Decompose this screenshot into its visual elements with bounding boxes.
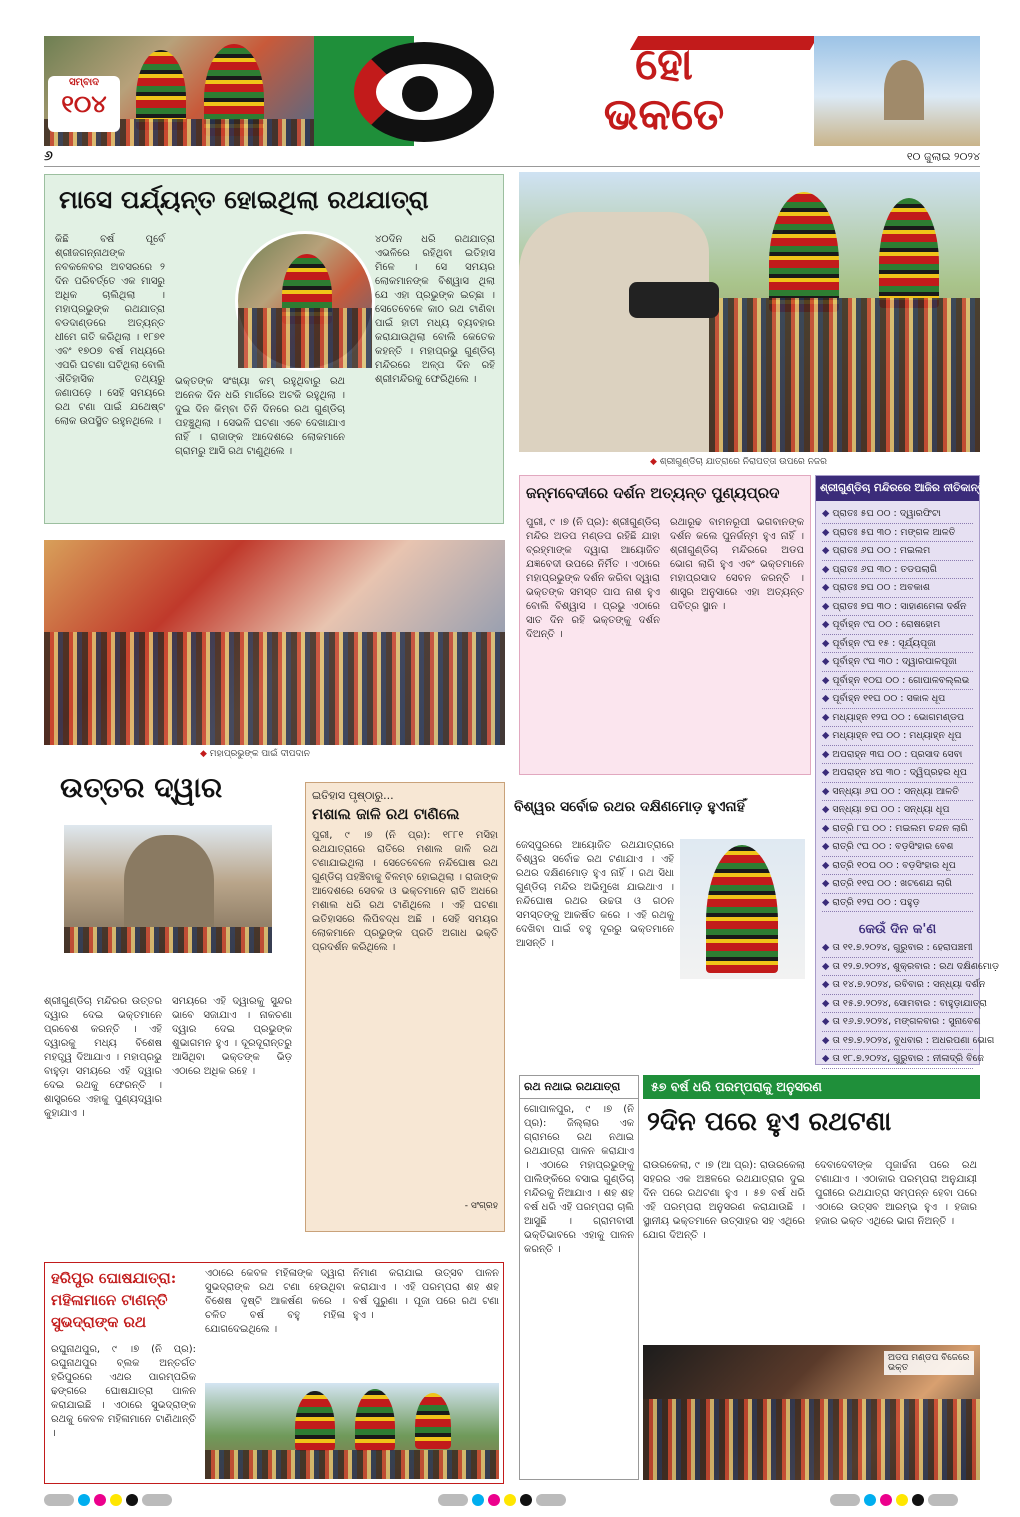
mashala-kicker: ଇତିହାସ ପୃଷ୍ଠାରୁ... [312, 789, 394, 802]
two-days-article [643, 1075, 980, 1480]
mashala-headline: ମଶାଲ ଜାଳି ରଥ ଟାଣିଲେ [312, 805, 460, 823]
niti-sidebar [815, 475, 1000, 1065]
lead-body-col2: ଭକ୍ତଙ୍କ ସଂଖ୍ୟା କମ୍ ରହୁଥିବାରୁ ରଥ ଅନେକ ଦିନ ଧରି ମାର୍ଗରେ ଅଟକି ରହୁଥିଲା । ଦୁଇ ଦିନ କିମ୍ବା ତିନି ଦିନରେ ରଥ ଗୁଣ୍ଡିଚା ପହଞ୍ଚୁଥିଲା । ସେଭଳି ଘଟଣା ଏବେ ଦେଖାଯାଏ ନାହିଁ । ରାଜାଙ୍କ ଆଦେଶରେ ଲୋକମାନେ ଗ୍ରାମରୁ ଆସି ରଥ ଟାଣୁଥିଲେ । [175, 376, 345, 457]
masthead-logo [48, 76, 120, 132]
two-days-banner: ୫୭ ବର୍ଷ ଧରି ପରମ୍ପରାକୁ ଅନୁସରଣ [643, 1075, 980, 1099]
niti-item: ◆ ଅପରାହ୍ନ ୪ଘ ୩୦ : ଦ୍ୱିପ୍ରହର ଧୂପ [822, 764, 973, 783]
uttara-temple-photo [64, 825, 272, 953]
hariharpur-headline-3: ସୁଭଦ୍ରାଙ୍କ ରଥ [51, 1313, 147, 1331]
security-photo-caption: ◆ ଶ୍ରୀଗୁଣ୍ଡିଚା ଯାତ୍ରାରେ ନିରାପତ୍ତା ଉପରେ ନଜର [650, 457, 970, 467]
hariharpur-body-col1: ରଘୁନାଥପୁର, ୯ ।୭ (ନି ପ୍ର): ରଘୁନାଥପୁର ବ୍ଲକ ଅନ୍ତର୍ଗତ ହରିପୁରରେ ଏଥର ପାରମ୍ପରିକ ଢଙ୍ଗରେ ଘୋଷଯାତ୍ରା ପାଳନ କରାଯାଇଛି । ଏଠାରେ ସୁଭଦ୍ରାଙ୍କ ରଥକୁ କେବଳ ମହିଳାମାନେ ଟାଣିଥାନ୍ତି । [51, 1344, 196, 1439]
niti-item: ◆ ପ୍ରାତଃ ୫ଘ ୦୦ : ଦ୍ୱାରଫିଟା [822, 505, 973, 524]
niti-item: ◆ ସନ୍ଧ୍ୟା ୭ଘ ୦୦ : ସନ୍ଧ୍ୟା ଧୂପ [822, 801, 973, 820]
niti-item: ◆ ପ୍ରାତଃ ୭ଘ ୩୦ : ସାହାଣମେଳା ଦର୍ଶନ [822, 598, 973, 617]
hariharpur-article [44, 1262, 504, 1484]
lead-headline: ମାସେ ପର୍ଯ୍ୟନ୍ତ ହୋଇଥିଲା ରଥଯାତ୍ରା [59, 185, 429, 214]
niti-item: ◆ ପୂର୍ବାହ୍ନ ୯ଘ ୦୦ : ରୋଷହୋମ [822, 616, 973, 635]
schedule-list [816, 937, 1000, 1071]
niti-item: ◆ ପୂର୍ବାହ୍ନ ୧୧ଘ ୦୦ : ସକାଳ ଧୂପ [822, 690, 973, 709]
niti-item: ◆ ପୂର୍ବାହ୍ନ ୯ଘ ୧୫ : ସୂର୍ଯ୍ୟପୂଜା [822, 635, 973, 654]
niti-item: ◆ ରାତ୍ରି ୯ଘ ୦୦ : ବଡ଼ସିଂହାର ବେଶ [822, 838, 973, 857]
two-days-body-col2: ଦେବାଦେବୀଙ୍କ ପୂଜାର୍ଚ୍ଚନା ପରେ ରଥ ଟଣାଯାଏ । ଏଠାକାର ପରମ୍ପରା ଅନୁଯାୟୀ ପୁରୀରେ ରଥଯାତ୍ରା ସମ୍ପନ୍ନ ହେବା ପରେ ଏଠାରେ ଉତ୍ସବ ଆରମ୍ଭ ହୁଏ । ହଜାର ହଜାର ଭକ୍ତ ଏଥିରେ ଭାଗ ନିଅନ୍ତି । [815, 1160, 977, 1227]
pilgrim-photo [44, 540, 505, 745]
masthead-right-photo [814, 36, 980, 146]
uttara-body-col1: ଶ୍ରୀଗୁଣ୍ଡିଚା ମନ୍ଦିରର ଉତ୍ତର ଦ୍ୱାର ଦେଇ ଭକ୍ତମାନେ ପ୍ରବେଶ କରନ୍ତି । ଏହି ଦ୍ୱାରକୁ ମଧ୍ୟ ବିଶେଷ ମହତ୍ତ୍ୱ ଦିଆଯାଏ । ମହାପ୍ରଭୁ ବାହୁଡ଼ା ସମୟରେ ଏହି ଦ୍ୱାର ଦେଇ ରଥକୁ ଫେରନ୍ତି । ଶାସ୍ତ୍ରରେ ଏହାକୁ ପୁଣ୍ୟଦ୍ୱାର କୁହାଯାଏ । [44, 996, 162, 1119]
schedule-item: ◆ ତା ୧୫.୭.୨୦୨୪, ସୋମବାର : ବାହୁଡ଼ାଯାତ୍ରା [822, 995, 973, 1014]
title-line-1: ହୋ [635, 39, 693, 90]
schedule-item: ◆ ତା ୧୨.୭.୨୦୨୪, ଶୁକ୍ରବାର : ରଥ ଦକ୍ଷିଣମୋଡ଼ [822, 958, 973, 977]
niti-item: ◆ ପୂର୍ବାହ୍ନ ୯ଘ ୩୦ : ଦ୍ୱାରପାଳପୂଜା [822, 653, 973, 672]
sidebar-list [816, 501, 979, 916]
logo-top-text: ସମ୍ବାଦ [69, 77, 99, 88]
schedule-title: କେଉଁ ଦିନ କ'ଣ [858, 922, 937, 937]
sidebar-title: ଶ୍ରୀଗୁଣ୍ଡିଚା ମନ୍ଦିରରେ ଆଜିର ନୀତିକାନ୍ତି [816, 476, 979, 501]
niti-item: ◆ ରାତ୍ରି ୧୨ଘ ୦୦ : ପହୁଡ଼ [822, 894, 973, 913]
niti-item: ◆ ରାତ୍ରି ୧୦ଘ ୦୦ : ବଡ଼ସିଂହାର ଧୂପ [822, 857, 973, 876]
lead-body-col1: କିଛି ବର୍ଷ ପୂର୍ବେ ଶ୍ରୀଜଗନ୍ନାଥଙ୍କ ନବକଳେବର ଅବସରରେ ୨ ଦିନ ପରିବର୍ତ୍ତେ ଏକ ମାସରୁ ଅଧିକ ଚାଲିଥିଲା । ମହାପ୍ରଭୁଙ୍କ ରଥଯାତ୍ରା ବଡଦାଣ୍ଡରେ ଅତ୍ୟନ୍ତ ଧୀମେ ଗତି କରିଥିଲା । ୧୮୭୧ ଏବଂ ୧୭୦୭ ବର୍ଷ ମଧ୍ୟରେ ଏପରି ଘଟଣା ଘଟିଥିଲା ବୋଲି ଐତିହାସିକ ତଥ୍ୟରୁ ଜଣାପଡ଼େ । ସେହି ସମୟରେ ରଥ ଟଣା ପାଇଁ ଯଥେଷ୍ଟ ଲୋକ ଉପସ୍ଥିତ ରହୁନଥିଲେ । [55, 234, 165, 427]
lead-body-col3: ୪୦ଦିନ ଧରି ରଥଯାତ୍ରା ଏଭଳିରେ ରହିଥିବା ଇତିହାସ ମିଳେ । ସେ ସମୟର ଲୋକମାନଙ୍କ ବିଶ୍ୱାସ ଥିଲା ଯେ ଏହା ପ୍ରଭୁଙ୍କ ଇଚ୍ଛା । ସେତେବେଳେ କାଠ ରଥ ଟାଣିବା ପାଇଁ ହାତୀ ମଧ୍ୟ ବ୍ୟବହାର କରାଯାଉଥିଲା ବୋଲି କେତେକ କହନ୍ତି । ମହାପ୍ରଭୁ ଗୁଣ୍ଡିଚା ମନ୍ଦିରରେ ଅଳ୍ପ ଦିନ ରହି ଶ୍ରୀମନ୍ଦିରକୁ ଫେରିଥିଲେ । [375, 234, 495, 385]
ratha-nathai-article [519, 1075, 639, 1480]
hariharpur-body-col3: ନିମାଣ କରାଯାଇ ଉତ୍ସବ ପାଳନ କରାଯାଏ । ଏହି ପରମ୍ପରା ଶହ ଶହ ବର୍ଷ ପୁରୁଣା । ପୂଜା ପରେ ରଥ ଟଣା ହୁଏ । [353, 1268, 499, 1321]
mashala-body: ପୁରୀ, ୯ ।୭ (ନି ପ୍ର): ୧୮୮୧ ମସିହା ରଥଯାତ୍ରାରେ ରାତିରେ ମଶାଲ ଜାଳି ରଥ ଟଣାଯାଇଥିଲା । ସେତେବେଳେ ନନ୍ଦିଘୋଷ ରଥ ଗୁଣ୍ଡିଚା ପହଞ୍ଚିବାକୁ ବିଳମ୍ବ ହୋଇଥିଲା । ରାଜାଙ୍କ ଆଦେଶରେ ସେବକ ଓ ଭକ୍ତମାନେ ରାତି ଅଧରେ ମଶାଲ ଧରି ରଥ ଟାଣିଥିଲେ । ଏହି ଘଟଣା ଇତିହାସରେ ଲିପିବଦ୍ଧ ଅଛି । ସେହି ସମୟର ଲୋକମାନେ ପ୍ରଭୁଙ୍କ ପ୍ରତି ଅଗାଧ ଭକ୍ତି ପ୍ରଦର୍ଶନ କରିଥିଲେ । [312, 830, 498, 953]
uttara-body-col2: ସମୟରେ ଏହି ଦ୍ୱାରକୁ ସୁନ୍ଦର ଭାବେ ସଜାଯାଏ । ନାକଚଣା ଦ୍ୱାର ଦେଇ ପ୍ରଭୁଙ୍କ ଶୁଭାଗମନ ହୁଏ । ଦୂରଦୂରାନ୍ତରୁ ଆସିଥିବା ଭକ୍ତଙ୍କ ଭିଡ଼ ଏଠାରେ ଅଧିକ ରହେ । [172, 996, 292, 1077]
pilgrim-photo-caption: ◆ ମହାପ୍ରଭୁଙ୍କ ପାଇଁ ଦୀପଦାନ [200, 749, 500, 759]
hariharpur-headline [51, 1267, 201, 1333]
hariharpur-headline-2: ମହିଳାମାନେ ଟାଣନ୍ତି [51, 1291, 168, 1309]
lead-circle-photo [235, 231, 375, 371]
niti-item: ◆ ପ୍ରାତଃ ୬ଘ ୩୦ : ତଡପଲାଗି [822, 561, 973, 580]
schedule-item: ◆ ତା ୧୬.୭.୨୦୨୪, ମଙ୍ଗଳବାର : ସୁନାବେଶ [822, 1013, 973, 1032]
schedule-item: ◆ ତା ୧୪.୭.୨୦୨୪, ରବିବାର : ସନ୍ଧ୍ୟା ଦର୍ଶନ [822, 976, 973, 995]
devotees-photo-caption: ଅଡପ ମଣ୍ଡପ ବିଜେରେ ଭକ୍ତ [884, 1351, 974, 1375]
hariharpur-body-col2: ଏଠାରେ କେବଳ ମହିଳାଙ୍କ ଦ୍ୱାରା ସୁଭଦ୍ରାଙ୍କ ରଥ ଟଣା ହେଉଥିବା ବିଶେଷ ଦୃଷ୍ଟି ଆକର୍ଷଣ କରେ । ଚଳିତ ବର୍ଷ ବହୁ ମହିଳା ଯୋଗଦେଇଥିଲେ । [205, 1268, 345, 1335]
niti-item: ◆ ସନ୍ଧ୍ୟା ୬ଘ ୦୦ : ସନ୍ଧ୍ୟା ଆଳତି [822, 783, 973, 802]
two-days-headline: ୨ଦିନ ପରେ ହୁଏ ରଥଟଣା [647, 1107, 892, 1137]
hariharpur-photo [205, 1383, 499, 1479]
masthead-title [514, 40, 814, 140]
niti-item: ◆ ରାତ୍ରି ୮ଘ ୦୦ : ମଇଲମ ଚନ୍ଦନ ଲାଗି [822, 820, 973, 839]
dakshina-headline: ବିଶ୍ୱର ସର୍ବୋଚ୍ଚ ରଥର ଦକ୍ଷିଣମୋଡ଼ ହୁଏନାହିଁ [514, 799, 745, 815]
security-binoculars-photo [519, 172, 980, 452]
mashala-byline: - ସଂଗ୍ରହ [464, 1201, 498, 1211]
janmabedi-body-col1: ପୁରୀ, ୯ ।୭ (ନି ପ୍ର): ଶ୍ରୀଗୁଣ୍ଡିଚା ମନ୍ଦିର ଅଡପ ମଣ୍ଡପ ରହିଛି ଯାହା ବ୍ରହ୍ମାଙ୍କ ଦ୍ୱାରା ଆୟୋଜିତ ଯଜ୍ଞବେଦୀ ଉପରେ ନିର୍ମିତ । ଏଠାରେ ମହାପ୍ରଭୁଙ୍କ ଦର୍ଶନ କରିବା ଦ୍ୱାରା ଭକ୍ତଙ୍କ ସମସ୍ତ ପାପ ନାଶ ହୁଏ ବୋଲି ବିଶ୍ୱାସ । ପ୍ରଭୁ ଏଠାରେ ସାତ ଦିନ ରହି ଭକ୍ତଙ୍କୁ ଦର୍ଶନ ଦିଅନ୍ତି । [526, 517, 660, 640]
niti-item: ◆ ପ୍ରାତଃ ୬ଘ ୦୦ : ମଇଲମ [822, 542, 973, 561]
schedule-item: ◆ ତା ୧୮.୭.୨୦୨୪, ଗୁରୁବାର : ନୀଳାଦ୍ରି ବିଜେ [822, 1050, 973, 1069]
title-line-2: ଭକତେ [603, 89, 725, 140]
niti-item: ◆ ଅପରାହ୍ନ ୩ଘ ୦୦ : ପ୍ରସାଦ ସେବା [822, 746, 973, 765]
issue-date: ୧୦ ଜୁଲାଇ ୨୦୨୪ [906, 150, 980, 163]
tall-chariot-photo [680, 839, 805, 979]
niti-item: ◆ ମଧ୍ୟାହ୍ନ ୧ଘ ୦୦ : ମଧ୍ୟାହ୍ନ ଧୂପ [822, 727, 973, 746]
lead-story [44, 174, 504, 524]
header-divider [44, 166, 980, 167]
two-days-body-col1: ରାଉରକେଲା, ୯ ।୭ (ଆ ପ୍ର): ରାଉରକେଲା ସହରର ଏକ ଅଞ୍ଚଳରେ ରଥଯାତ୍ରାର ଦୁଇ ଦିନ ପରେ ରଥଟଣା ହୁଏ । ୫୭ ବର୍ଷ ଧରି ଏହି ପରମ୍ପରା ଅନୁସରଣ କରାଯାଉଛି । ସ୍ଥାନୀୟ ଭକ୍ତମାନେ ଉତ୍ସାହର ସହ ଏଥିରେ ଯୋଗ ଦିଅନ୍ତି । [643, 1160, 805, 1241]
janmabedi-article [519, 475, 811, 775]
mashala-article [305, 782, 505, 1232]
niti-item: ◆ ମଧ୍ୟାହ୍ନ ୧୨ଘ ୦୦ : ଭୋଗମଣ୍ଡପ [822, 709, 973, 728]
niti-item: ◆ ପୂର୍ବାହ୍ନ ୧୦ଘ ୦୦ : ଗୋପାଳବଲ୍ଲଭ [822, 672, 973, 691]
ratha-nathai-body: ଗୋପାଳପୁର, ୯ ।୭ (ନି ପ୍ର): ଜିଲ୍ଲାର ଏକ ଗ୍ରାମରେ ରଥ ନଥାଇ ରଥଯାତ୍ରା ପାଳନ କରାଯାଏ । ଏଠାରେ ମହାପ୍ରଭୁଙ୍କୁ ପାଲିଙ୍କିରେ ବସାଇ ଗୁଣ୍ଡିଚା ମନ୍ଦିରକୁ ନିଆଯାଏ । ଶହ ଶହ ବର୍ଷ ଧରି ଏହି ପରମ୍ପରା ଚାଲି ଆସୁଛି । ଗ୍ରାମବାସୀ ଭକ୍ତିଭାବରେ ଏହାକୁ ପାଳନ କରନ୍ତି । [524, 1104, 634, 1255]
janmabedi-body-col2: ରଥାରୂଢ ବାମନରୂପୀ ଭଗବାନଙ୍କ ଦର୍ଶନ କଲେ ପୁନର୍ଜନ୍ମ ହୁଏ ନାହିଁ । ଶ୍ରୀଗୁଣ୍ଡିଚା ମନ୍ଦିରରେ ଅଡପ ଭୋଗ ଲାଗି ହୁଏ ଏବଂ ଭକ୍ତମାନେ ମହାପ୍ରସାଦ ସେବନ କରନ୍ତି । ଶାସ୍ତ୍ର ଅନୁସାରେ ଏହା ଅତ୍ୟନ୍ତ ପବିତ୍ର ସ୍ଥାନ । [670, 517, 804, 612]
dakshina-body: ଜେସ୍ପୁରରେ ଆୟୋଜିତ ରଥଯାତ୍ରାରେ ବିଶ୍ୱର ସର୍ବୋଚ୍ଚ ରଥ ଟଣାଯାଏ । ଏହି ରଥର ଦକ୍ଷିଣମୋଡ଼ ହୁଏ ନାହିଁ । ରଥ ସିଧା ଗୁଣ୍ଡିଚା ମନ୍ଦିର ଅଭିମୁଖେ ଯାଇଥାଏ । ନନ୍ଦିଘୋଷ ରଥର ଉଚ୍ଚତା ଓ ଗଠନ ସମସ୍ତଙ୍କୁ ଆକର୍ଷିତ କରେ । ଏହି ରଥକୁ ଦେଖିବା ପାଇଁ ବହୁ ଦୂରରୁ ଭକ୍ତମାନେ ଆସନ୍ତି । [516, 840, 674, 949]
niti-item: ◆ ରାତ୍ରି ୧୧ଘ ୦୦ : ଖଟଶେଯ ଲାଗି [822, 875, 973, 894]
hariharpur-headline-1: ହରିପୁର ଘୋଷଯାତ୍ରା: [51, 1269, 177, 1287]
schedule-item: ◆ ତା ୧୭.୭.୨୦୨୪, ବୁଧବାର : ଅଧରପଣା ଭୋଗ [822, 1032, 973, 1051]
logo-number: ୧୦୪ [61, 90, 107, 118]
registration-marks-left [44, 1494, 172, 1506]
uttara-headline: ଉତ୍ତର ଦ୍ୱାର [60, 771, 223, 804]
registration-marks-right [830, 1494, 958, 1506]
dakshina-moda-article [510, 795, 810, 1080]
ratha-nathai-headline: ରଥ ନଥାଇ ରଥଯାତ୍ରା [520, 1076, 638, 1099]
uttara-dwara-article [44, 765, 294, 1230]
page-number: ୬ [44, 148, 53, 164]
schedule-item: ◆ ତା ୧୧.୭.୨୦୨୪, ଗୁରୁବାର : ହେରାପଞ୍ଚମୀ [822, 939, 973, 958]
niti-item: ◆ ପ୍ରାତଃ ୫ଘ ୩୦ : ମଙ୍ଗଳ ଆଳତି [822, 524, 973, 543]
janmabedi-headline: ଜନ୍ମବେଦୀରେ ଦର୍ଶନ ଅତ୍ୟନ୍ତ ପୁଣ୍ୟପ୍ରଦ [526, 484, 780, 502]
masthead [44, 36, 980, 146]
registration-marks-center [438, 1494, 566, 1506]
niti-item: ◆ ପ୍ରାତଃ ୭ଘ ୦୦ : ଅବକାଶ [822, 579, 973, 598]
devotees-photo [643, 1345, 980, 1480]
